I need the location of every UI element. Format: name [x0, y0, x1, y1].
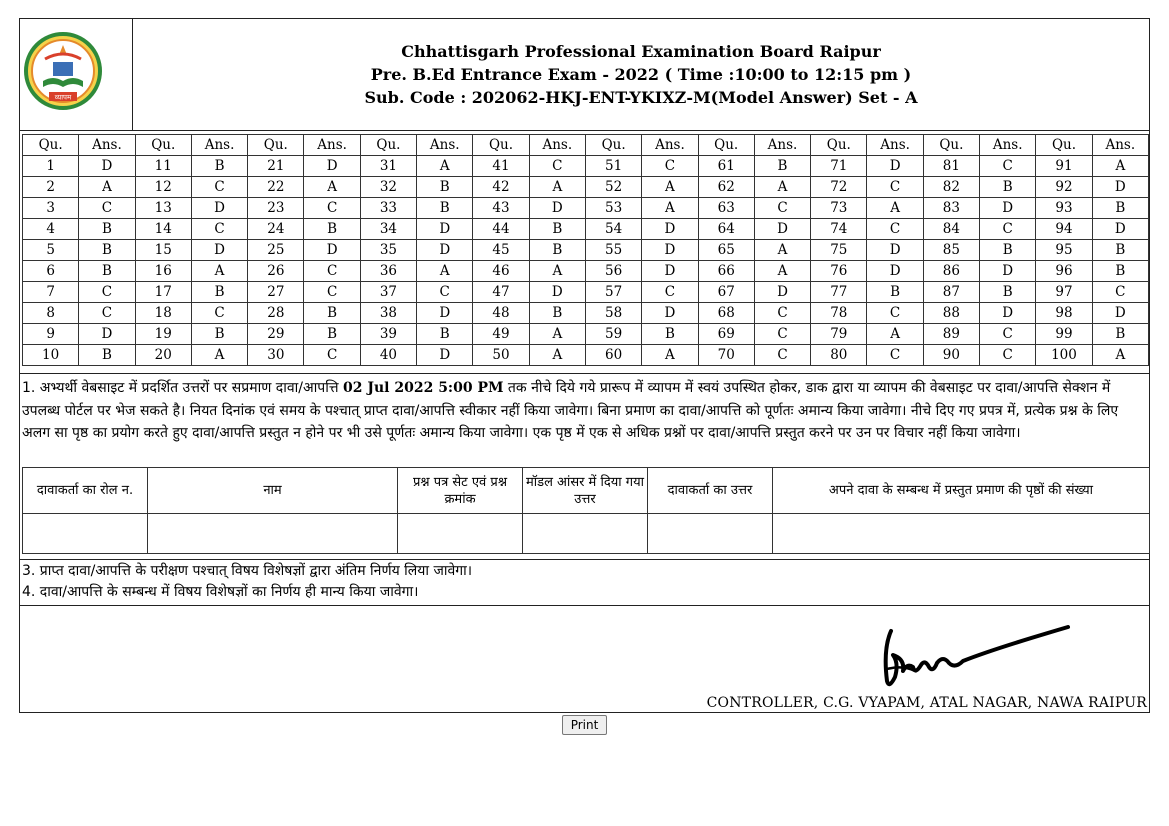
answer-option: D [867, 261, 923, 282]
question-number: 40 [360, 345, 416, 366]
question-number: 19 [135, 324, 191, 345]
answer-option: D [1092, 219, 1148, 240]
claim-header-name: नाम [148, 468, 398, 514]
question-number: 45 [473, 240, 529, 261]
answer-option: A [417, 261, 473, 282]
claim-cell-claimant-answer [648, 514, 773, 554]
column-header-question: Qu. [473, 135, 529, 156]
answer-option: D [754, 282, 810, 303]
table-row [23, 156, 1149, 177]
answer-option: A [754, 177, 810, 198]
claim-header-model-answer: मॉडल आंसर में दिया गया उत्तर [523, 468, 648, 514]
answer-option: C [867, 177, 923, 198]
answer-option: A [529, 345, 585, 366]
question-number: 61 [698, 156, 754, 177]
question-number: 30 [248, 345, 304, 366]
answer-option: C [867, 303, 923, 324]
answer-option: D [417, 303, 473, 324]
divider [20, 373, 1149, 374]
answer-option: C [304, 261, 360, 282]
answer-option: B [867, 282, 923, 303]
table-row [23, 282, 1149, 303]
question-number: 51 [585, 156, 641, 177]
question-number: 93 [1036, 198, 1092, 219]
answer-option: A [79, 177, 135, 198]
question-number: 21 [248, 156, 304, 177]
table-row [23, 324, 1149, 345]
answer-option: C [1092, 282, 1148, 303]
question-number: 29 [248, 324, 304, 345]
answer-table-header [23, 135, 1149, 156]
question-number: 18 [135, 303, 191, 324]
note1-text-end: तक नीचे दिये गये प्रारूप में व्यापम में स्वयं उपस्थित होकर, डाक द्वारा या व्यापम की वेबसाइट पर दावा/आपत्ति सेक्शन में उपलब्ध पोर्टल पर भेज सकते है। नियत दिनांक एवं समय के पश्चात् प्राप्त दावा/आपत्ति स्वीकार नहीं किया जावेगा। बिना प्रमाण का दावा/आपत्ति को पूर्णतः अमान्य किया जावेगा। नीचे दिए गए प्रपत्र में, प्रत्येक प्रश्न के लिए अलग सा पृष्ठ का प्रयोग करते हुए दावा/आपत्ति प्रस्तुत न होने पर भी उसे पूर्णतः अमान्य किया जावेगा। एक पृष्ठ में एक से अधिक प्रश्नों पर दावा/आपत्ति प्रस्तुत करने पर उन पर विचार नहीं किया जावेगा। [22, 380, 1119, 441]
question-number: 64 [698, 219, 754, 240]
answer-option: D [980, 198, 1036, 219]
claim-header-question: प्रश्न पत्र सेट एवं प्रश्न क्रमांक [398, 468, 523, 514]
answer-option: A [642, 198, 698, 219]
question-number: 10 [23, 345, 79, 366]
question-number: 46 [473, 261, 529, 282]
answer-option: D [417, 219, 473, 240]
answer-option: D [79, 324, 135, 345]
answer-option: B [1092, 324, 1148, 345]
question-number: 16 [135, 261, 191, 282]
answer-option: C [642, 156, 698, 177]
column-header-answer: Ans. [867, 135, 923, 156]
answer-option: A [1092, 345, 1148, 366]
answer-option: B [980, 282, 1036, 303]
question-number: 99 [1036, 324, 1092, 345]
answer-option: B [79, 240, 135, 261]
note-4: 4. दावा/आपत्ति के सम्बन्ध में विषय विशेषज्ञों का निर्णय ही मान्य किया जावेगा। [22, 584, 419, 600]
question-number: 87 [923, 282, 979, 303]
question-number: 5 [23, 240, 79, 261]
question-number: 11 [135, 156, 191, 177]
question-number: 57 [585, 282, 641, 303]
column-header-question: Qu. [585, 135, 641, 156]
question-number: 13 [135, 198, 191, 219]
column-header-question: Qu. [360, 135, 416, 156]
question-number: 24 [248, 219, 304, 240]
question-number: 84 [923, 219, 979, 240]
question-number: 69 [698, 324, 754, 345]
answer-option: B [1092, 240, 1148, 261]
question-number: 39 [360, 324, 416, 345]
controller-signature [863, 619, 1073, 689]
divider [20, 559, 1149, 560]
question-number: 12 [135, 177, 191, 198]
column-header-answer: Ans. [304, 135, 360, 156]
answer-option: D [1092, 177, 1148, 198]
table-row [23, 345, 1149, 366]
answer-option: B [529, 219, 585, 240]
question-number: 17 [135, 282, 191, 303]
claim-deadline: 02 Jul 2022 5:00 PM [343, 380, 504, 396]
answer-option: C [417, 282, 473, 303]
claim-instructions [22, 377, 1148, 445]
question-number: 7 [23, 282, 79, 303]
subject-code: Sub. Code : 202062-HKJ-ENT-YKIXZ-M(Model Answer) Set - A [364, 88, 918, 107]
answer-option: B [304, 324, 360, 345]
column-header-answer: Ans. [980, 135, 1036, 156]
column-header-answer: Ans. [417, 135, 473, 156]
column-header-answer: Ans. [529, 135, 585, 156]
question-number: 32 [360, 177, 416, 198]
question-number: 94 [1036, 219, 1092, 240]
question-number: 2 [23, 177, 79, 198]
question-number: 58 [585, 303, 641, 324]
question-number: 14 [135, 219, 191, 240]
answer-option: D [191, 198, 247, 219]
question-number: 44 [473, 219, 529, 240]
table-row [23, 198, 1149, 219]
claim-cell-model-answer [523, 514, 648, 554]
final-notes [22, 561, 472, 603]
question-number: 89 [923, 324, 979, 345]
answer-option: A [191, 345, 247, 366]
answer-option: D [642, 240, 698, 261]
answer-key-table [22, 134, 1149, 366]
answer-key-sheet [19, 18, 1150, 713]
answer-option: B [79, 261, 135, 282]
table-row [23, 177, 1149, 198]
question-number: 86 [923, 261, 979, 282]
column-header-answer: Ans. [191, 135, 247, 156]
claim-cell-question [398, 514, 523, 554]
divider [20, 605, 1149, 606]
question-number: 63 [698, 198, 754, 219]
question-number: 78 [811, 303, 867, 324]
question-number: 98 [1036, 303, 1092, 324]
claim-cell-proof-pages [773, 514, 1150, 554]
question-number: 22 [248, 177, 304, 198]
answer-option: A [529, 261, 585, 282]
question-number: 81 [923, 156, 979, 177]
logo-cell [20, 19, 133, 130]
column-header-question: Qu. [23, 135, 79, 156]
note-3: 3. प्राप्त दावा/आपत्ति के परीक्षण पश्चात् विषय विशेषज्ञों द्वारा अंतिम निर्णय लिया जावेगा। [22, 563, 473, 579]
question-number: 9 [23, 324, 79, 345]
answer-option: B [79, 219, 135, 240]
claim-header-claimant-answer: दावाकर्ता का उत्तर [648, 468, 773, 514]
answer-option: B [642, 324, 698, 345]
answer-option: D [304, 240, 360, 261]
question-number: 36 [360, 261, 416, 282]
question-number: 67 [698, 282, 754, 303]
answer-option: A [529, 324, 585, 345]
answer-option: B [1092, 261, 1148, 282]
question-number: 38 [360, 303, 416, 324]
answer-table-body [23, 156, 1149, 366]
sheet-header [20, 19, 1149, 131]
answer-option: D [417, 240, 473, 261]
header-titles [133, 40, 1149, 109]
answer-option: D [1092, 303, 1148, 324]
question-number: 82 [923, 177, 979, 198]
answer-option: C [980, 324, 1036, 345]
note1-text-start: 1. अभ्यर्थी वेबसाइट में प्रदर्शित उत्तरों पर सप्रमाण दावा/आपत्ति [22, 380, 343, 396]
question-number: 95 [1036, 240, 1092, 261]
table-row [23, 261, 1149, 282]
answer-option: D [867, 156, 923, 177]
question-number: 28 [248, 303, 304, 324]
answer-option: B [191, 324, 247, 345]
question-number: 34 [360, 219, 416, 240]
question-number: 80 [811, 345, 867, 366]
question-number: 75 [811, 240, 867, 261]
answer-option: B [79, 345, 135, 366]
answer-option: B [1092, 198, 1148, 219]
question-number: 31 [360, 156, 416, 177]
column-header-answer: Ans. [642, 135, 698, 156]
question-number: 55 [585, 240, 641, 261]
question-number: 100 [1036, 345, 1092, 366]
answer-option: B [529, 240, 585, 261]
answer-option: C [754, 303, 810, 324]
answer-option: D [417, 345, 473, 366]
answer-option: B [980, 240, 1036, 261]
claim-form-blank-row [23, 514, 1150, 554]
answer-option: C [754, 198, 810, 219]
answer-option: D [79, 156, 135, 177]
question-number: 90 [923, 345, 979, 366]
answer-option: A [304, 177, 360, 198]
answer-option: A [1092, 156, 1148, 177]
answer-option: D [754, 219, 810, 240]
question-number: 59 [585, 324, 641, 345]
answer-option: B [304, 219, 360, 240]
answer-option: A [529, 177, 585, 198]
answer-option: B [417, 177, 473, 198]
question-number: 97 [1036, 282, 1092, 303]
question-number: 53 [585, 198, 641, 219]
answer-option: C [79, 198, 135, 219]
answer-option: B [980, 177, 1036, 198]
answer-option: C [754, 324, 810, 345]
answer-option: A [754, 261, 810, 282]
question-number: 96 [1036, 261, 1092, 282]
answer-option: C [79, 303, 135, 324]
answer-option: C [754, 345, 810, 366]
column-header-question: Qu. [811, 135, 867, 156]
logo-caption: व्यापम [54, 93, 72, 102]
question-number: 35 [360, 240, 416, 261]
question-number: 20 [135, 345, 191, 366]
question-number: 76 [811, 261, 867, 282]
board-name: Chhattisgarh Professional Examination Board Raipur [401, 42, 881, 61]
claim-form-table [22, 467, 1150, 554]
column-header-answer: Ans. [754, 135, 810, 156]
vyapam-logo-icon [23, 29, 103, 115]
question-number: 65 [698, 240, 754, 261]
answer-option: A [867, 324, 923, 345]
question-number: 48 [473, 303, 529, 324]
question-number: 37 [360, 282, 416, 303]
answer-option: C [191, 177, 247, 198]
question-number: 43 [473, 198, 529, 219]
question-number: 26 [248, 261, 304, 282]
question-number: 52 [585, 177, 641, 198]
column-header-answer: Ans. [79, 135, 135, 156]
question-number: 4 [23, 219, 79, 240]
question-number: 62 [698, 177, 754, 198]
answer-option: C [867, 345, 923, 366]
question-number: 56 [585, 261, 641, 282]
claim-header-roll: दावाकर्ता का रोल न. [23, 468, 148, 514]
answer-option: D [529, 198, 585, 219]
print-button[interactable]: Print [562, 715, 607, 735]
table-row [23, 240, 1149, 261]
table-row [23, 303, 1149, 324]
answer-option: B [191, 282, 247, 303]
question-number: 74 [811, 219, 867, 240]
answer-option: C [191, 219, 247, 240]
question-number: 66 [698, 261, 754, 282]
column-header-question: Qu. [923, 135, 979, 156]
question-number: 33 [360, 198, 416, 219]
answer-option: D [642, 303, 698, 324]
answer-option: C [304, 345, 360, 366]
answer-option: D [980, 303, 1036, 324]
column-header-answer: Ans. [1092, 135, 1148, 156]
answer-option: C [529, 156, 585, 177]
answer-option: C [867, 219, 923, 240]
question-number: 15 [135, 240, 191, 261]
question-number: 49 [473, 324, 529, 345]
question-number: 88 [923, 303, 979, 324]
answer-option: C [191, 303, 247, 324]
question-number: 77 [811, 282, 867, 303]
claim-cell-roll [23, 514, 148, 554]
column-header-question: Qu. [1036, 135, 1092, 156]
answer-option: C [980, 345, 1036, 366]
question-number: 68 [698, 303, 754, 324]
answer-option: D [642, 261, 698, 282]
answer-option: B [191, 156, 247, 177]
question-number: 70 [698, 345, 754, 366]
question-number: 85 [923, 240, 979, 261]
answer-option: D [980, 261, 1036, 282]
answer-option: B [304, 303, 360, 324]
answer-option: A [642, 177, 698, 198]
answer-option: D [304, 156, 360, 177]
answer-option: D [642, 219, 698, 240]
question-number: 79 [811, 324, 867, 345]
answer-option: A [642, 345, 698, 366]
question-number: 27 [248, 282, 304, 303]
question-number: 71 [811, 156, 867, 177]
column-header-question: Qu. [135, 135, 191, 156]
question-number: 91 [1036, 156, 1092, 177]
controller-designation: CONTROLLER, C.G. VYAPAM, ATAL NAGAR, NAWA RAIPUR [706, 695, 1147, 711]
question-number: 25 [248, 240, 304, 261]
answer-option: D [191, 240, 247, 261]
question-number: 83 [923, 198, 979, 219]
question-number: 3 [23, 198, 79, 219]
question-number: 8 [23, 303, 79, 324]
answer-option: D [867, 240, 923, 261]
question-number: 92 [1036, 177, 1092, 198]
answer-option: C [980, 219, 1036, 240]
answer-option: A [191, 261, 247, 282]
question-number: 23 [248, 198, 304, 219]
question-number: 50 [473, 345, 529, 366]
claim-cell-name [148, 514, 398, 554]
answer-option: A [754, 240, 810, 261]
column-header-question: Qu. [698, 135, 754, 156]
answer-option: A [867, 198, 923, 219]
claim-header-proof-pages: अपने दावा के सम्बन्ध में प्रस्तुत प्रमाण की पृष्ठों की संख्या [773, 468, 1150, 514]
column-header-question: Qu. [248, 135, 304, 156]
question-number: 41 [473, 156, 529, 177]
answer-option: C [304, 282, 360, 303]
answer-option: B [417, 324, 473, 345]
claim-form-header-row [23, 468, 1150, 514]
answer-option: D [529, 282, 585, 303]
question-number: 42 [473, 177, 529, 198]
question-number: 6 [23, 261, 79, 282]
answer-option: B [529, 303, 585, 324]
question-number: 72 [811, 177, 867, 198]
answer-option: C [642, 282, 698, 303]
answer-option: C [980, 156, 1036, 177]
answer-option: B [417, 198, 473, 219]
answer-option: C [304, 198, 360, 219]
table-row [23, 219, 1149, 240]
question-number: 1 [23, 156, 79, 177]
answer-option: A [417, 156, 473, 177]
answer-option: C [79, 282, 135, 303]
question-number: 73 [811, 198, 867, 219]
question-number: 60 [585, 345, 641, 366]
answer-option: B [754, 156, 810, 177]
question-number: 54 [585, 219, 641, 240]
exam-name: Pre. B.Ed Entrance Exam - 2022 ( Time :10:00 to 12:15 pm ) [370, 65, 912, 84]
question-number: 47 [473, 282, 529, 303]
